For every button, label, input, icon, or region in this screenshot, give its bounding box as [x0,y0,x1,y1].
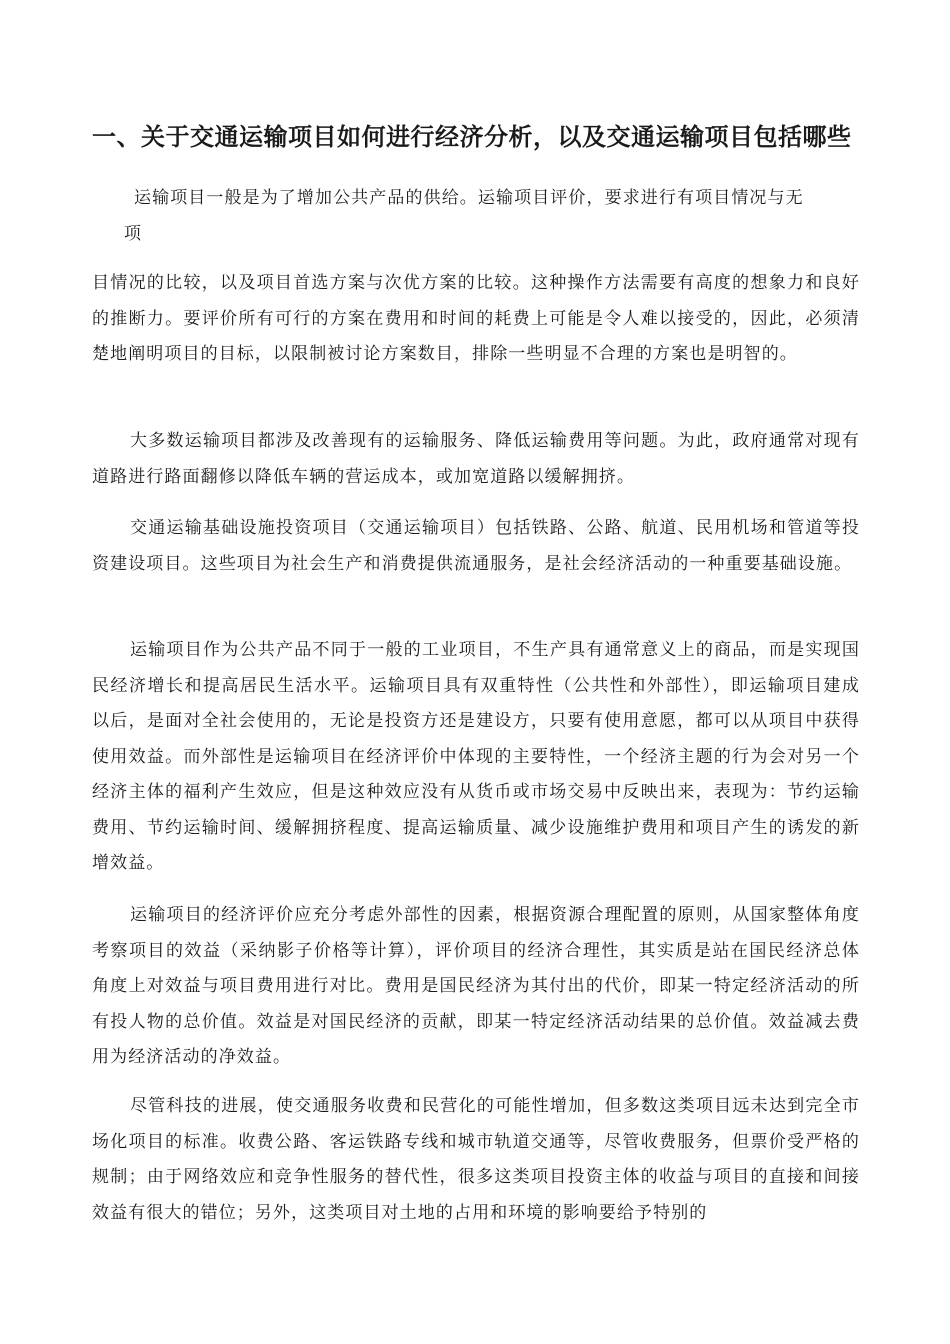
paragraph-1-line-1: 运输项目一般是为了增加公共产品的供给。运输项目评价，要求进行有项目情况与无 [134,188,804,208]
paragraph-2: 目情况的比较，以及项目首选方案与次优方案的比较。这种操作方法需要有高度的想象力和良好的推断力。要评价所有可行的方案在费用和时间的耗费上可能是令人难以接受的，因此，必须清楚地阐明项目的目标，以限制被讨论方案数目，排除一些明显不合理的方案也是明智的。 [92,273,860,364]
paragraph-7: 尽管科技的进展，使交通服务收费和民营化的可能性增加，但多数这类项目远未达到完全市场化项目的标准。收费公路、客运铁路专线和城市轨道交通等，尽管收费服务，但票价受严格的规制；由于网络效应和竞争性服务的替代性，很多这类项目投资主体的收益与项目的直接和间接效益有很大的错位；另外，这类项目对土地的占用和环境的影响要给予特别的 [92,1096,860,1223]
paragraph-4: 交通运输基础设施投资项目（交通运输项目）包括铁路、公路、航道、民用机场和管道等投资建设项目。这些项目为社会生产和消费提供流通服务，是社会经济活动的一种重要基础设施。 [92,518,860,574]
paragraph-3: 大多数运输项目都涉及改善现有的运输服务、降低运输费用等问题。为此，政府通常对现有道路进行路面翻修以降低车辆的营运成本，或加宽道路以缓解拥挤。 [92,431,860,487]
paragraph-5: 运输项目作为公共产品不同于一般的工业项目，不生产具有通常意义上的商品，而是实现国民经济增长和提高居民生活水平。运输项目具有双重特性（公共性和外部性），即运输项目建成以后，是面对全社会使用的，无论是投资方还是建设方，只要有使用意愿，都可以从项目中获得使用效益。而外部性是运输项目在经济评价中体现的主要特性，一个经济主题的行为会对另一个经济主体的福利产生效应，但是这种效应没有从货币或市场交易中反映出来，表现为：节约运输费用、节约运输时间、缓解拥挤程度、提高运输质量、减少设施维护费用和项目产生的诱发的新增效益。 [92,640,860,873]
section-heading: 一、关于交通运输项目如何进行经济分析，以及交通运输项目包括哪些 [92,122,852,151]
paragraph-6: 运输项目的经济评价应充分考虑外部性的因素，根据资源合理配置的原则，从国家整体角度考察项目的效益（采纳影子价格等计算），评价项目的经济合理性，其实质是站在国民经济总体角度上对效益与项目费用进行对比。费用是国民经济为其付出的代价，即某一特定经济活动的所有投人物的总价值。效益是对国民经济的贡献，即某一特定经济活动结果的总价值。效益减去费用为经济活动的净效益。 [92,905,860,1067]
paragraph-1-line-2: 项 [124,224,143,244]
